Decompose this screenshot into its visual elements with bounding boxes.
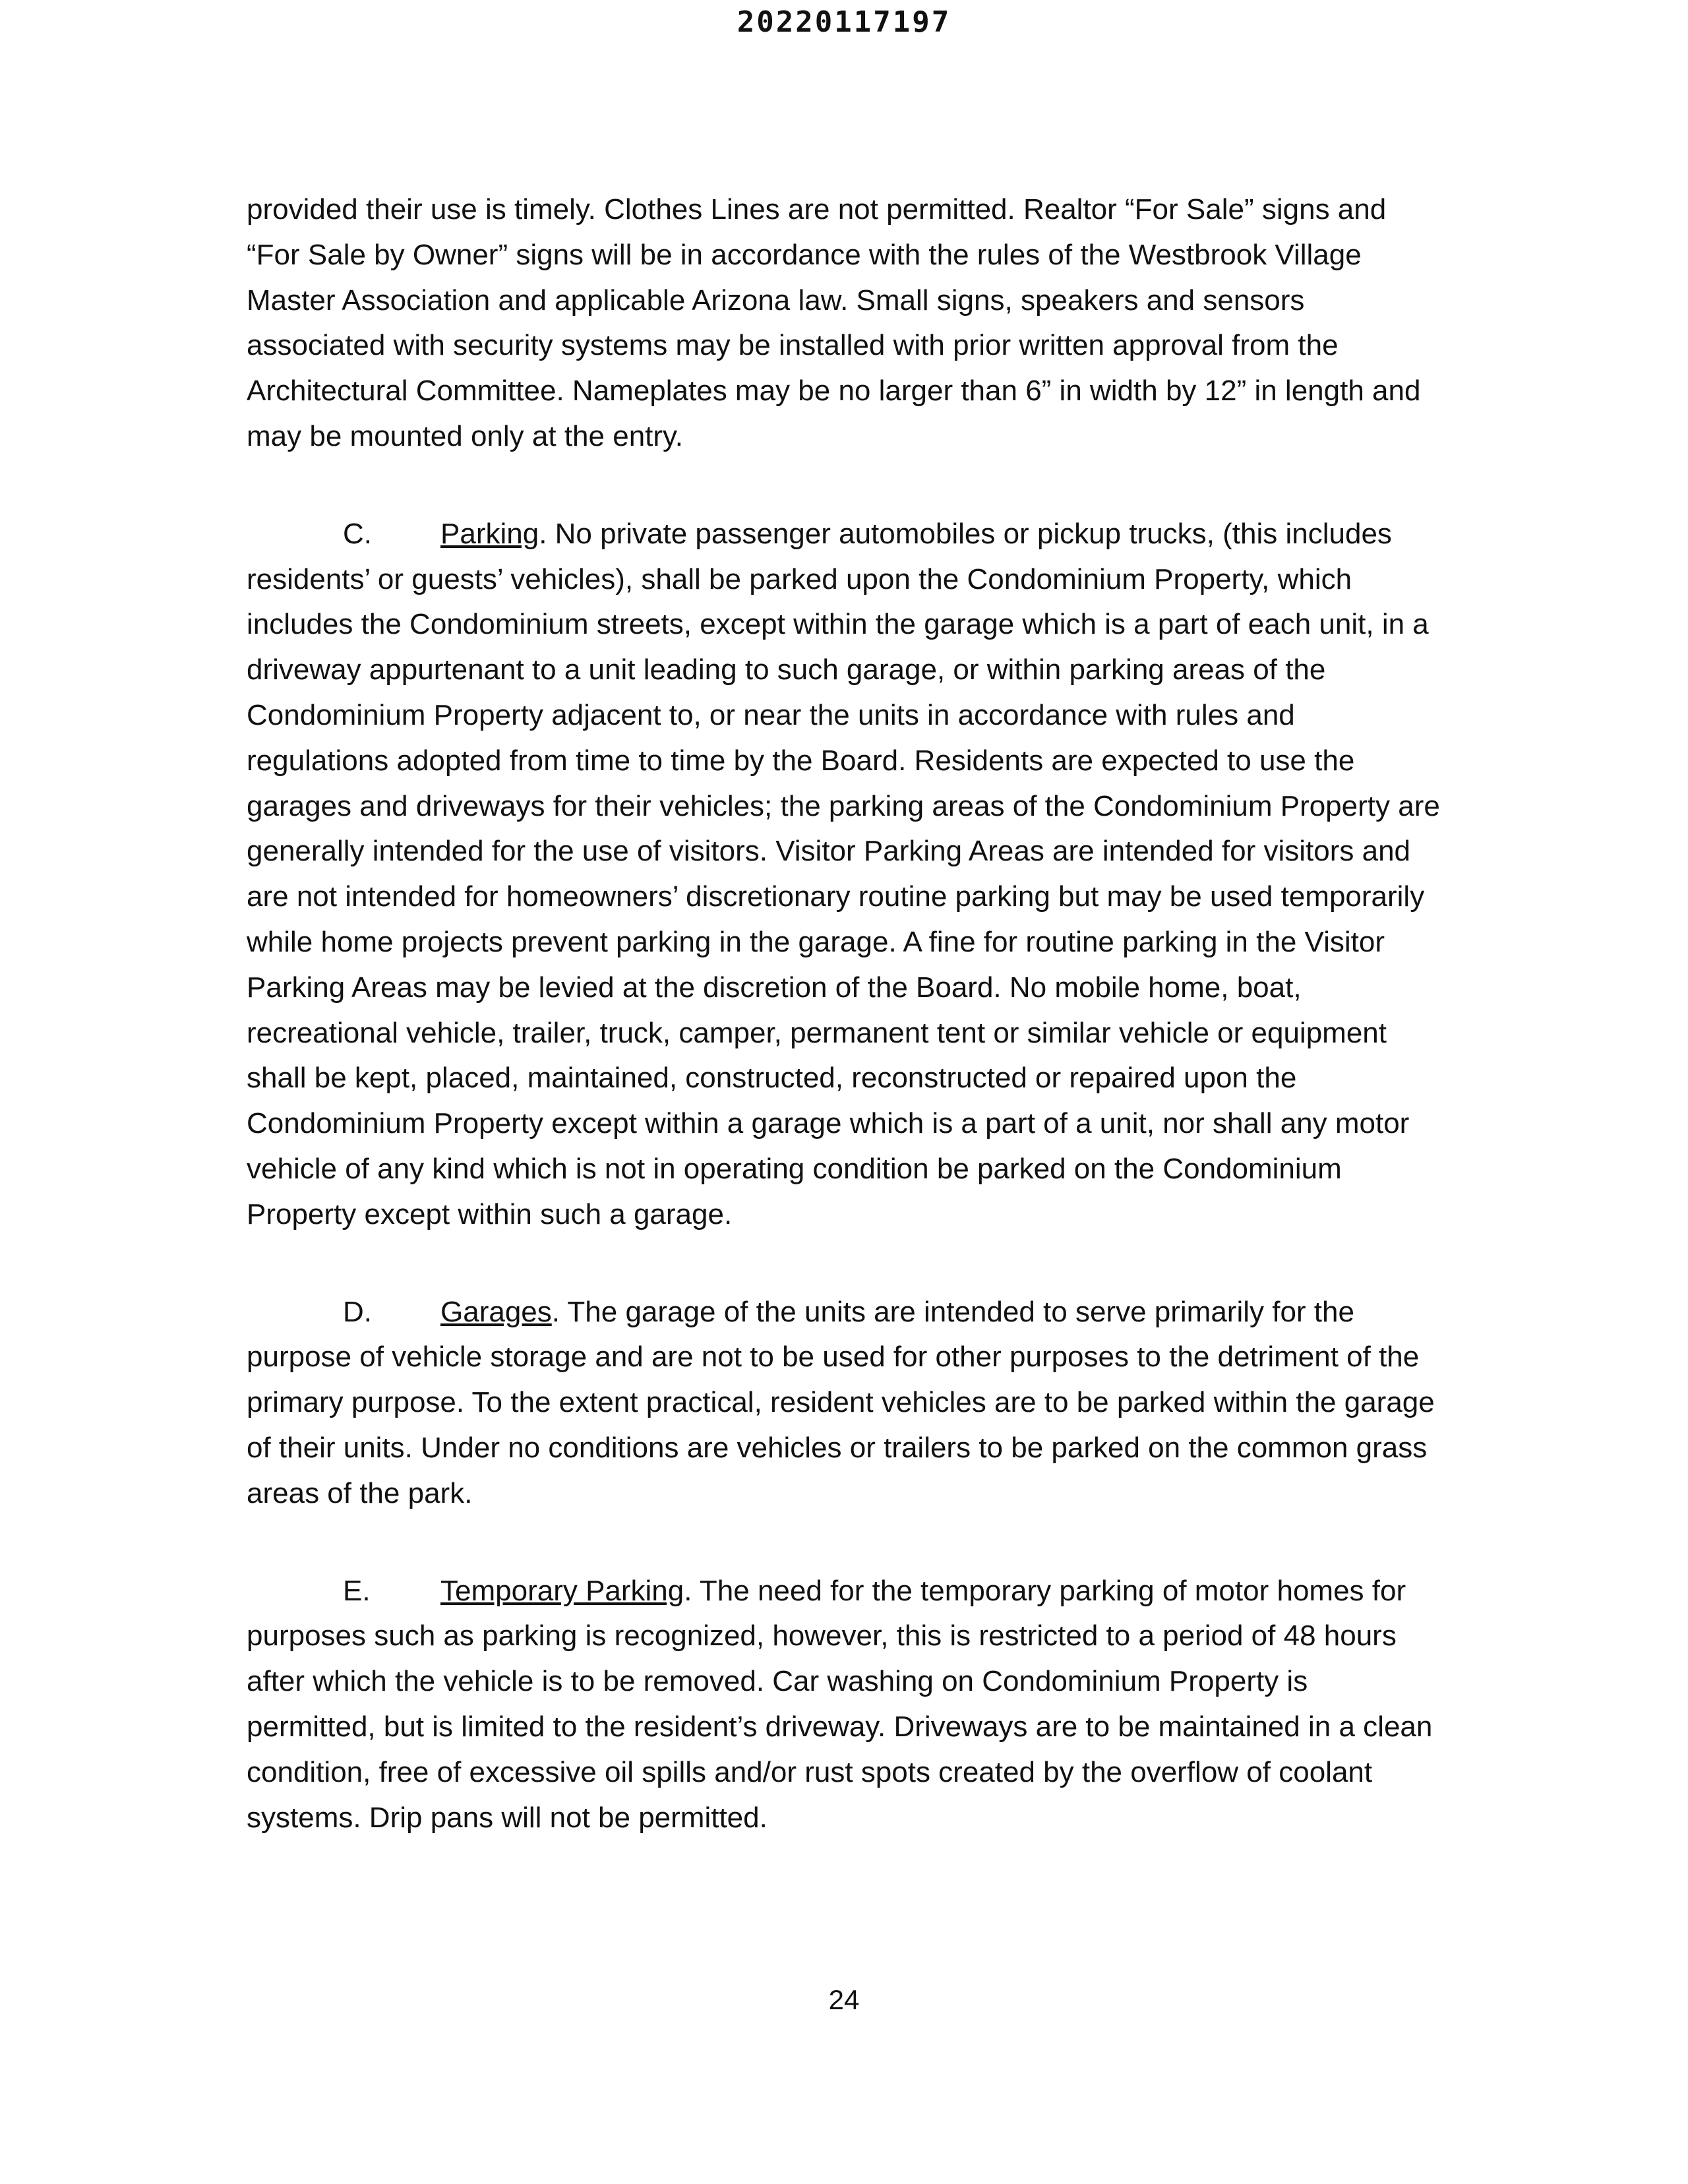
paragraph-gap [247, 1517, 1441, 1569]
section-d-letter: D. [343, 1295, 372, 1328]
section-c-letter: C. [343, 517, 372, 550]
section-d-body: . The garage of the units are intended to serve primarily for the purpose of vehicle storage and are not to be used for other purposes to the detriment of the primary purpose. To the extent practical, resident vehicles are to be parked within the garage of their units. Under no conditions are vehicles or trailers to be parked on the common grass areas of the park. [247, 1295, 1435, 1509]
section-e-body: . The need for the temporary parking of motor homes for purposes such as parking is recognized, however, this is restricted to a period of 48 hours after which the vehicle is to be removed. Car washing on Condominium Property is permitted, but is limited to the resident’s driveway. Driveways are to be maintained in a clean condition, free of excessive oil spills and/or rust spots created by the overflow of coolant systems. Drip pans will not be permitted. [247, 1574, 1433, 1834]
recording-number: 20220117197 [737, 5, 951, 39]
section-c-body: . No private passenger automobiles or pickup trucks, (this includes residents’ or guests’ vehicles), shall be parked upon the Condominium Property, which includes the Condominium streets, except within the garage which is a part of each unit, in a driveway appurtenant to a unit leading to such garage, or within parking areas of the Condominium Property adjacent to, or near the units in accordance with rules and regulations adopted from time to time by the Board. Residents are expected to use the garages and driveways for their vehicles; the parking areas of the Condominium Property are generally intended for the use of visitors. Visitor Parking Areas are intended for visitors and are not intended for homeowners’ discretionary routine parking but may be used temporarily while home projects prevent parking in the garage. A fine for routine parking in the Visitor Parking Areas may be levied at the discretion of the Board. No mobile home, boat, recreational vehicle, trailer, truck, camper, permanent tent or similar vehicle or equipment shall be kept, placed, maintained, constructed, reconstructed or repaired upon the Condominium Property except within a garage which is a part of a unit, nor shall any motor vehicle of any kind which is not in operating condition be parked on the Condominium Property except within such a garage. [247, 517, 1440, 1230]
section-d-paragraph [247, 1290, 1441, 1517]
section-c-paragraph [247, 512, 1441, 1238]
page-number: 24 [828, 1984, 860, 2015]
document-body [247, 187, 1441, 1840]
section-e-paragraph [247, 1569, 1441, 1841]
section-e-letter: E. [343, 1574, 371, 1607]
section-e-heading: Temporary Parking [440, 1574, 684, 1607]
intro-paragraph: provided their use is timely. Clothes Lines are not permitted. Realtor “For Sale” signs and “For Sale by Owner” signs will be in accordance with the rules of the Westbrook Village Master Association and applicable Arizona law. Small signs, speakers and sensors associated with security systems may be installed with prior written approval from the Architectural Committee. Nameplates may be no larger than 6” in width by 12” in length and may be mounted only at the entry. [247, 193, 1421, 452]
section-c-heading: Parking [440, 517, 539, 550]
section-d-heading: Garages [440, 1295, 552, 1328]
paragraph-gap [247, 460, 1441, 512]
paragraph-gap [247, 1238, 1441, 1290]
